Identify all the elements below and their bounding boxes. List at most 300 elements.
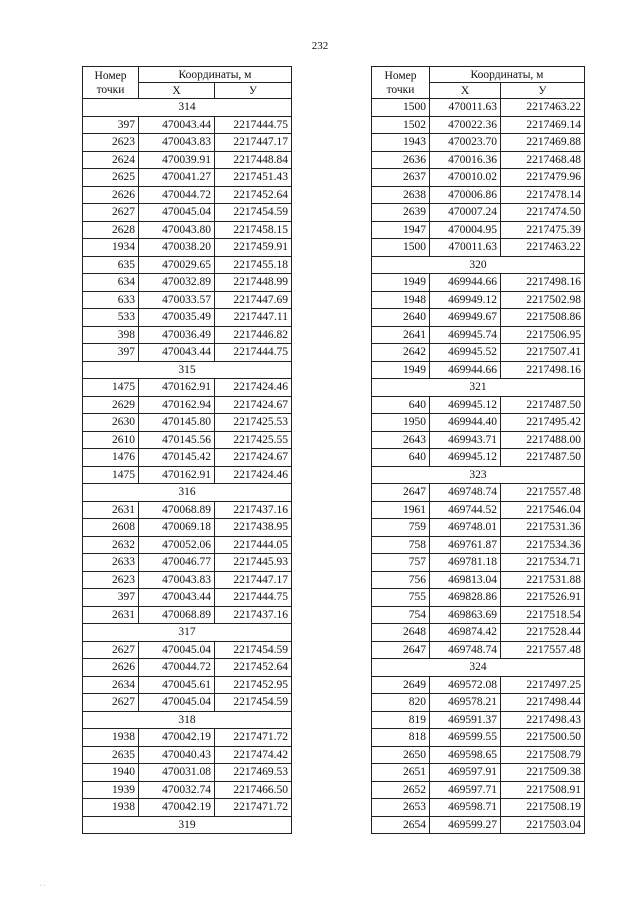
table-row <box>83 274 292 292</box>
y-coordinate-cell: 2217424.46 <box>215 379 292 397</box>
table-row <box>372 501 585 519</box>
section-number: 314 <box>83 99 292 117</box>
section-number: 320 <box>372 256 585 274</box>
x-coordinate-cell: 469945.52 <box>430 344 501 362</box>
point-number-cell: 1500 <box>372 239 430 257</box>
y-coordinate-cell: 2217463.22 <box>501 99 585 117</box>
y-coordinate-cell: 2217474.42 <box>215 746 292 764</box>
y-coordinate-cell: 2217469.14 <box>501 116 585 134</box>
point-number-cell: 1961 <box>372 501 430 519</box>
x-coordinate-cell: 470068.89 <box>139 501 215 519</box>
x-coordinate-cell: 469944.66 <box>430 361 501 379</box>
table-row <box>372 746 585 764</box>
x-coordinate-cell: 469949.67 <box>430 309 501 327</box>
y-coordinate-cell: 2217424.67 <box>215 449 292 467</box>
y-coordinate-cell: 2217503.04 <box>501 816 585 834</box>
point-number-cell: 1950 <box>372 414 430 432</box>
x-coordinate-cell: 470045.04 <box>139 641 215 659</box>
table-row <box>83 134 292 152</box>
y-coordinate-cell: 2217425.55 <box>215 431 292 449</box>
table-row <box>372 186 585 204</box>
x-coordinate-cell: 470043.44 <box>139 344 215 362</box>
x-coordinate-cell: 470039.91 <box>139 151 215 169</box>
section-row <box>83 816 292 834</box>
x-coordinate-cell: 470043.44 <box>139 116 215 134</box>
point-number-cell: 2639 <box>372 204 430 222</box>
point-number-cell: 2627 <box>83 204 139 222</box>
table-row <box>83 204 292 222</box>
table-row <box>372 396 585 414</box>
section-row <box>372 379 585 397</box>
x-header: X <box>430 83 501 99</box>
x-coordinate-cell: 470145.42 <box>139 449 215 467</box>
x-coordinate-cell: 470043.83 <box>139 571 215 589</box>
table-row <box>83 694 292 712</box>
table-row <box>83 344 292 362</box>
y-coordinate-cell: 2217447.17 <box>215 134 292 152</box>
y-coordinate-cell: 2217452.95 <box>215 676 292 694</box>
table-row <box>372 116 585 134</box>
point-number-cell: 2648 <box>372 624 430 642</box>
y-coordinate-cell: 2217498.16 <box>501 274 585 292</box>
table-row <box>83 641 292 659</box>
point-number-cell: 758 <box>372 536 430 554</box>
point-number-cell: 819 <box>372 711 430 729</box>
point-number-cell: 756 <box>372 571 430 589</box>
x-coordinate-cell: 469813.04 <box>430 571 501 589</box>
table-row <box>83 729 292 747</box>
y-coordinate-cell: 2217458.15 <box>215 221 292 239</box>
page-number: 232 <box>311 40 329 52</box>
point-number-cell: 640 <box>372 396 430 414</box>
x-coordinate-cell: 469744.52 <box>430 501 501 519</box>
table-row <box>372 309 585 327</box>
y-coordinate-cell: 2217424.46 <box>215 466 292 484</box>
x-coordinate-cell: 470022.36 <box>430 116 501 134</box>
x-coordinate-cell: 469578.21 <box>430 694 501 712</box>
point-number-cell: 2647 <box>372 641 430 659</box>
coordinates-header: Координаты, м <box>430 67 585 83</box>
table-row <box>372 624 585 642</box>
point-number-cell: 755 <box>372 589 430 607</box>
y-coordinate-cell: 2217444.75 <box>215 589 292 607</box>
section-row <box>372 659 585 677</box>
section-number: 321 <box>372 379 585 397</box>
table-row <box>83 606 292 624</box>
y-coordinate-cell: 2217454.59 <box>215 641 292 659</box>
x-coordinate-cell: 469598.65 <box>430 746 501 764</box>
point-number-cell: 2647 <box>372 484 430 502</box>
point-number-cell: 2610 <box>83 431 139 449</box>
point-number-cell: 2642 <box>372 344 430 362</box>
x-coordinate-cell: 470145.80 <box>139 414 215 432</box>
table-row <box>372 326 585 344</box>
y-coordinate-cell: 2217448.84 <box>215 151 292 169</box>
table-row <box>372 781 585 799</box>
x-coordinate-cell: 470007.24 <box>430 204 501 222</box>
y-coordinate-cell: 2217437.16 <box>215 606 292 624</box>
point-number-cell: 2608 <box>83 519 139 537</box>
y-coordinate-cell: 2217452.64 <box>215 186 292 204</box>
point-number-cell: 2623 <box>83 134 139 152</box>
y-coordinate-cell: 2217463.22 <box>501 239 585 257</box>
table-row <box>372 799 585 817</box>
table-row <box>83 256 292 274</box>
table-row <box>83 676 292 694</box>
table-row <box>83 554 292 572</box>
x-coordinate-cell: 469949.12 <box>430 291 501 309</box>
table-row <box>372 431 585 449</box>
y-coordinate-cell: 2217444.75 <box>215 344 292 362</box>
table-row <box>372 606 585 624</box>
x-coordinate-cell: 470031.08 <box>139 764 215 782</box>
point-number-cell: 634 <box>83 274 139 292</box>
point-number-cell: 2625 <box>83 169 139 187</box>
table-row <box>83 414 292 432</box>
x-coordinate-cell: 469761.87 <box>430 536 501 554</box>
x-coordinate-cell: 470011.63 <box>430 239 501 257</box>
point-number-cell: 1502 <box>372 116 430 134</box>
table-row <box>372 134 585 152</box>
y-coordinate-cell: 2217502.98 <box>501 291 585 309</box>
x-coordinate-cell: 470011.63 <box>430 99 501 117</box>
point-number-cell: 2623 <box>83 571 139 589</box>
y-coordinate-cell: 2217455.18 <box>215 256 292 274</box>
x-coordinate-cell: 469599.55 <box>430 729 501 747</box>
table-row <box>83 379 292 397</box>
table-body-right <box>372 99 585 834</box>
y-coordinate-cell: 2217479.96 <box>501 169 585 187</box>
table-row <box>83 449 292 467</box>
point-number-cell: 2626 <box>83 659 139 677</box>
table-row <box>372 204 585 222</box>
y-coordinate-cell: 2217531.36 <box>501 519 585 537</box>
y-coordinate-cell: 2217466.50 <box>215 781 292 799</box>
point-number-cell: 2651 <box>372 764 430 782</box>
point-number-cell: 1940 <box>83 764 139 782</box>
y-coordinate-cell: 2217447.11 <box>215 309 292 327</box>
y-coordinate-cell: 2217447.69 <box>215 291 292 309</box>
y-coordinate-cell: 2217446.82 <box>215 326 292 344</box>
y-coordinate-cell: 2217518.54 <box>501 606 585 624</box>
table-row <box>83 309 292 327</box>
point-number-cell: 2631 <box>83 501 139 519</box>
table-row <box>372 816 585 834</box>
table-row <box>83 659 292 677</box>
y-coordinate-cell: 2217471.72 <box>215 799 292 817</box>
point-number-cell: 398 <box>83 326 139 344</box>
x-coordinate-cell: 470010.02 <box>430 169 501 187</box>
scan-artifact: · · <box>40 883 46 889</box>
table-row <box>83 799 292 817</box>
x-coordinate-cell: 469597.91 <box>430 764 501 782</box>
point-number-cell: 2638 <box>372 186 430 204</box>
point-number-cell: 1938 <box>83 729 139 747</box>
point-number-cell: 757 <box>372 554 430 572</box>
point-number-cell: 2626 <box>83 186 139 204</box>
x-coordinate-cell: 469598.71 <box>430 799 501 817</box>
table-row <box>372 344 585 362</box>
y-coordinate-cell: 2217454.59 <box>215 204 292 222</box>
table-row <box>83 169 292 187</box>
x-coordinate-cell: 469781.18 <box>430 554 501 572</box>
table-row <box>372 414 585 432</box>
point-number-cell: 1500 <box>372 99 430 117</box>
section-row <box>83 99 292 117</box>
table-row <box>372 676 585 694</box>
x-coordinate-cell: 469597.71 <box>430 781 501 799</box>
point-number-cell: 2627 <box>83 694 139 712</box>
table-row <box>372 641 585 659</box>
table-row <box>83 431 292 449</box>
x-coordinate-cell: 470043.83 <box>139 134 215 152</box>
y-coordinate-cell: 2217437.16 <box>215 501 292 519</box>
y-coordinate-cell: 2217424.67 <box>215 396 292 414</box>
point-number-cell: 1947 <box>372 221 430 239</box>
table-row <box>83 536 292 554</box>
y-coordinate-cell: 2217448.99 <box>215 274 292 292</box>
x-coordinate-cell: 470044.72 <box>139 186 215 204</box>
table-row <box>83 151 292 169</box>
x-coordinate-cell: 469943.71 <box>430 431 501 449</box>
y-coordinate-cell: 2217534.36 <box>501 536 585 554</box>
y-coordinate-cell: 2217471.72 <box>215 729 292 747</box>
point-number-cell: 1948 <box>372 291 430 309</box>
section-number: 315 <box>83 361 292 379</box>
table-row <box>372 449 585 467</box>
x-coordinate-cell: 469945.12 <box>430 449 501 467</box>
point-number-cell: 818 <box>372 729 430 747</box>
x-coordinate-cell: 470006.86 <box>430 186 501 204</box>
point-number-cell: 2643 <box>372 431 430 449</box>
y-coordinate-cell: 2217452.64 <box>215 659 292 677</box>
table-row <box>83 589 292 607</box>
table-row <box>83 326 292 344</box>
coordinates-table-left <box>82 66 292 834</box>
table-row <box>372 764 585 782</box>
y-coordinate-cell: 2217488.00 <box>501 431 585 449</box>
point-number-header: Номер точки <box>372 67 430 99</box>
y-coordinate-cell: 2217506.95 <box>501 326 585 344</box>
y-coordinate-cell: 2217534.71 <box>501 554 585 572</box>
x-coordinate-cell: 470069.18 <box>139 519 215 537</box>
y-coordinate-cell: 2217557.48 <box>501 484 585 502</box>
point-number-cell: 2641 <box>372 326 430 344</box>
y-coordinate-cell: 2217468.48 <box>501 151 585 169</box>
x-coordinate-cell: 470052.06 <box>139 536 215 554</box>
section-row <box>83 624 292 642</box>
point-number-cell: 2650 <box>372 746 430 764</box>
point-number-cell: 2624 <box>83 151 139 169</box>
x-coordinate-cell: 470162.94 <box>139 396 215 414</box>
point-number-cell: 1475 <box>83 466 139 484</box>
x-coordinate-cell: 470046.77 <box>139 554 215 572</box>
table-row <box>83 116 292 134</box>
y-coordinate-cell: 2217498.44 <box>501 694 585 712</box>
coordinates-table-right <box>371 66 585 834</box>
table-row <box>83 764 292 782</box>
y-coordinate-cell: 2217474.50 <box>501 204 585 222</box>
x-coordinate-cell: 469944.40 <box>430 414 501 432</box>
x-coordinate-cell: 469748.74 <box>430 484 501 502</box>
point-number-cell: 397 <box>83 589 139 607</box>
section-number: 316 <box>83 484 292 502</box>
table-row <box>372 694 585 712</box>
section-row <box>83 484 292 502</box>
table-row <box>372 221 585 239</box>
point-number-cell: 633 <box>83 291 139 309</box>
point-number-cell: 640 <box>372 449 430 467</box>
table-row <box>83 396 292 414</box>
point-number-cell: 820 <box>372 694 430 712</box>
x-coordinate-cell: 469945.74 <box>430 326 501 344</box>
x-coordinate-cell: 470029.65 <box>139 256 215 274</box>
point-number-cell: 1949 <box>372 274 430 292</box>
y-coordinate-cell: 2217487.50 <box>501 449 585 467</box>
point-number-cell: 2637 <box>372 169 430 187</box>
y-coordinate-cell: 2217451.43 <box>215 169 292 187</box>
x-coordinate-cell: 469572.08 <box>430 676 501 694</box>
point-number-cell: 397 <box>83 116 139 134</box>
y-coordinate-cell: 2217528.44 <box>501 624 585 642</box>
x-coordinate-cell: 470040.43 <box>139 746 215 764</box>
y-coordinate-cell: 2217454.59 <box>215 694 292 712</box>
table-row <box>83 291 292 309</box>
point-number-cell: 2628 <box>83 221 139 239</box>
y-coordinate-cell: 2217531.88 <box>501 571 585 589</box>
x-coordinate-cell: 470016.36 <box>430 151 501 169</box>
table-row <box>372 711 585 729</box>
x-coordinate-cell: 470045.04 <box>139 204 215 222</box>
x-coordinate-cell: 469944.66 <box>430 274 501 292</box>
table-row <box>372 589 585 607</box>
point-number-cell: 2636 <box>372 151 430 169</box>
x-coordinate-cell: 469591.37 <box>430 711 501 729</box>
table-row <box>83 746 292 764</box>
y-coordinate-cell: 2217425.53 <box>215 414 292 432</box>
x-coordinate-cell: 469748.01 <box>430 519 501 537</box>
x-coordinate-cell: 470068.89 <box>139 606 215 624</box>
point-number-cell: 2653 <box>372 799 430 817</box>
y-header: У <box>501 83 585 99</box>
table-row <box>372 274 585 292</box>
y-coordinate-cell: 2217444.05 <box>215 536 292 554</box>
point-number-cell: 2640 <box>372 309 430 327</box>
x-coordinate-cell: 469863.69 <box>430 606 501 624</box>
table-body-left <box>83 99 292 834</box>
point-number-cell: 2632 <box>83 536 139 554</box>
y-header: У <box>215 83 292 99</box>
x-coordinate-cell: 470162.91 <box>139 466 215 484</box>
x-coordinate-cell: 470004.95 <box>430 221 501 239</box>
table-row <box>372 571 585 589</box>
x-coordinate-cell: 470033.57 <box>139 291 215 309</box>
y-coordinate-cell: 2217498.16 <box>501 361 585 379</box>
point-number-header: Номер точки <box>83 67 139 99</box>
x-coordinate-cell: 470036.49 <box>139 326 215 344</box>
x-coordinate-cell: 470032.74 <box>139 781 215 799</box>
y-coordinate-cell: 2217459.91 <box>215 239 292 257</box>
table-row <box>372 361 585 379</box>
section-row <box>83 361 292 379</box>
table-row <box>83 501 292 519</box>
x-coordinate-cell: 470044.72 <box>139 659 215 677</box>
x-coordinate-cell: 470038.20 <box>139 239 215 257</box>
table-row <box>83 239 292 257</box>
y-coordinate-cell: 2217546.04 <box>501 501 585 519</box>
y-coordinate-cell: 2217497.25 <box>501 676 585 694</box>
y-coordinate-cell: 2217487.50 <box>501 396 585 414</box>
y-coordinate-cell: 2217508.19 <box>501 799 585 817</box>
point-number-cell: 2630 <box>83 414 139 432</box>
section-row <box>372 466 585 484</box>
table-row <box>372 554 585 572</box>
point-number-cell: 1939 <box>83 781 139 799</box>
table-row <box>83 466 292 484</box>
y-coordinate-cell: 2217508.91 <box>501 781 585 799</box>
x-coordinate-cell: 470041.27 <box>139 169 215 187</box>
x-coordinate-cell: 470042.19 <box>139 729 215 747</box>
point-number-cell: 1476 <box>83 449 139 467</box>
y-coordinate-cell: 2217495.42 <box>501 414 585 432</box>
y-coordinate-cell: 2217508.86 <box>501 309 585 327</box>
coordinates-header: Координаты, м <box>139 67 292 83</box>
section-number: 319 <box>83 816 292 834</box>
point-number-cell: 2633 <box>83 554 139 572</box>
x-coordinate-cell: 469874.42 <box>430 624 501 642</box>
y-coordinate-cell: 2217557.48 <box>501 641 585 659</box>
point-number-cell: 635 <box>83 256 139 274</box>
point-number-cell: 1938 <box>83 799 139 817</box>
y-coordinate-cell: 2217498.43 <box>501 711 585 729</box>
x-coordinate-cell: 470042.19 <box>139 799 215 817</box>
table-row <box>372 729 585 747</box>
point-number-cell: 2654 <box>372 816 430 834</box>
y-coordinate-cell: 2217508.79 <box>501 746 585 764</box>
x-coordinate-cell: 470043.80 <box>139 221 215 239</box>
y-coordinate-cell: 2217507.41 <box>501 344 585 362</box>
x-header: X <box>139 83 215 99</box>
table-row <box>372 291 585 309</box>
point-number-cell: 1943 <box>372 134 430 152</box>
table-row <box>372 99 585 117</box>
point-number-cell: 533 <box>83 309 139 327</box>
y-coordinate-cell: 2217478.14 <box>501 186 585 204</box>
x-coordinate-cell: 469748.74 <box>430 641 501 659</box>
point-number-cell: 2627 <box>83 641 139 659</box>
y-coordinate-cell: 2217469.88 <box>501 134 585 152</box>
point-number-cell: 2629 <box>83 396 139 414</box>
x-coordinate-cell: 470023.70 <box>430 134 501 152</box>
y-coordinate-cell: 2217475.39 <box>501 221 585 239</box>
table-row <box>83 519 292 537</box>
y-coordinate-cell: 2217444.75 <box>215 116 292 134</box>
point-number-cell: 1934 <box>83 239 139 257</box>
table-row <box>372 239 585 257</box>
table-row <box>372 536 585 554</box>
point-number-cell: 2631 <box>83 606 139 624</box>
y-coordinate-cell: 2217445.93 <box>215 554 292 572</box>
x-coordinate-cell: 469599.27 <box>430 816 501 834</box>
x-coordinate-cell: 470032.89 <box>139 274 215 292</box>
point-number-cell: 754 <box>372 606 430 624</box>
x-coordinate-cell: 469945.12 <box>430 396 501 414</box>
section-number: 318 <box>83 711 292 729</box>
x-coordinate-cell: 470045.04 <box>139 694 215 712</box>
point-number-cell: 1475 <box>83 379 139 397</box>
point-number-cell: 759 <box>372 519 430 537</box>
point-number-cell: 2634 <box>83 676 139 694</box>
